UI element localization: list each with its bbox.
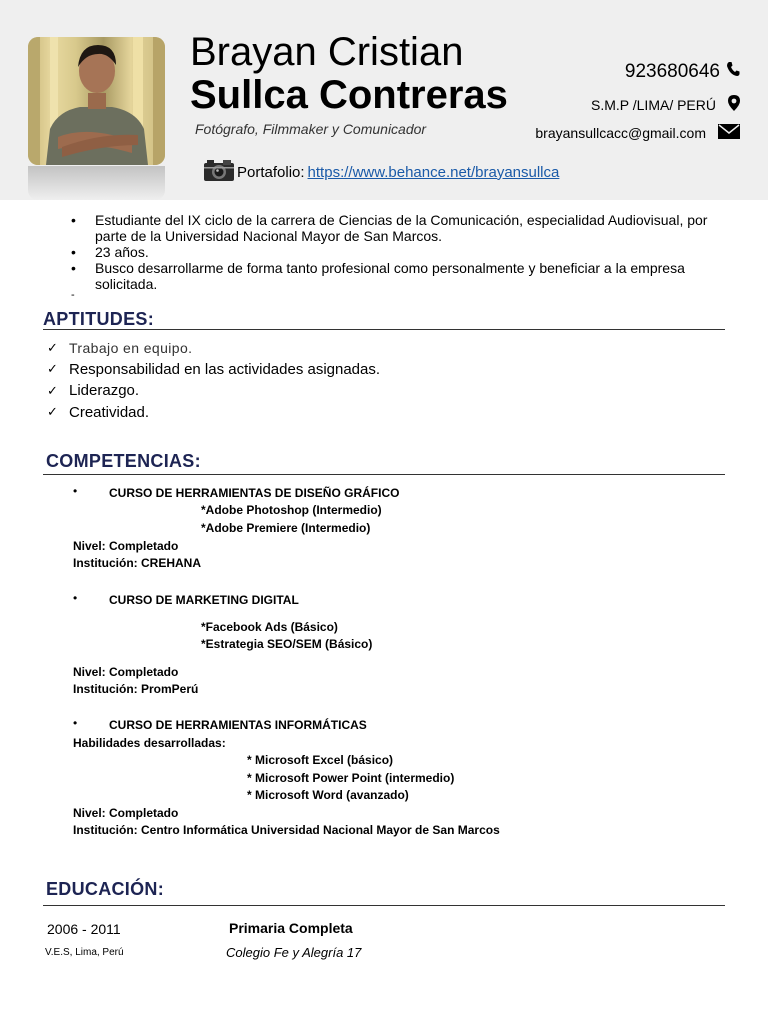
course-detail: *Estrategia SEO/SEM (Básico) [201,637,373,651]
course-level: Nivel: Completado [73,806,179,820]
aptitude-text: Responsabilidad en las actividades asignadas. [69,360,381,378]
profession-subtitle: Fotógrafo, Filmmaker y Comunicador [195,121,427,137]
location-pin-icon [728,95,740,114]
course-title: CURSO DE HERRAMIENTAS DE DISEÑO GRÁFICO [109,486,400,500]
photo-reflection [28,166,165,200]
course-institution: Institución: Centro Informática Universidad Nacional Mayor de San Marcos [73,823,500,837]
aptitude-item [47,402,380,424]
summary-item: • Estudiante del IX ciclo de la carrera de Ciencias de la Comunicación, especialidad Audiovisual, por parte de la Universidad Nacional Mayor de San Marcos. [95,212,725,244]
phone-contact [625,61,740,83]
aptitude-item [47,337,380,359]
education-degree: Primaria Completa [229,920,353,936]
section-divider [43,329,725,330]
summary-item: • Busco desarrollarme de forma tanto profesional como personalmente y beneficiar a la empresa solicitada. [95,260,725,292]
portfolio-label: Portafolio: [237,163,305,181]
envelope-icon [718,124,740,142]
location-text: S.M.P /LIMA/ PERÚ [591,96,716,113]
course-institution: Institución: CREHANA [73,556,201,570]
checkmark-icon: ✓ [47,361,58,377]
section-title-aptitudes: APTITUDES: [43,309,154,329]
header-banner [0,0,768,200]
course-bullet: • [73,591,78,605]
aptitude-text: Liderazgo. [69,382,140,400]
summary-item: • 23 años. [95,244,725,260]
course-detail: *Facebook Ads (Básico) [201,620,338,634]
section-divider [43,905,725,906]
section-divider [43,474,725,475]
email-address[interactable]: brayansullcacc@gmail.com [535,125,706,141]
aptitude-item [47,359,380,381]
profile-photo [28,37,165,165]
portfolio-line [203,158,559,186]
camera-icon [203,158,235,186]
course-detail: * Microsoft Power Point (intermedio) [247,771,455,785]
course-bullet: • [73,716,78,730]
course-detail: * Microsoft Word (avanzado) [247,788,409,802]
aptitude-text: Creatividad. [69,403,150,421]
course-detail: * Microsoft Excel (básico) [247,753,394,767]
education-school: Colegio Fe y Alegría 17 [226,945,362,960]
education-place: V.E.S, Lima, Perú [45,947,124,958]
profile-summary [95,212,725,292]
course-title: CURSO DE MARKETING DIGITAL [109,593,299,607]
course-level: Nivel: Completado [73,665,179,679]
aptitudes-list [47,337,380,423]
aptitude-item [47,380,380,402]
name-first-line: Brayan Cristian [190,30,464,74]
education-years: 2006 - 2011 [47,921,121,937]
phone-number: 923680646 [624,61,720,82]
checkmark-icon: ✓ [47,339,58,355]
phone-icon [726,61,740,83]
name-second-line: Sullca Contreras [190,73,508,117]
location-contact [591,95,740,114]
course-detail: *Adobe Photoshop (Intermedio) [201,503,382,517]
course-bullet: • [73,484,78,498]
course-level: Nivel: Completado [73,539,179,553]
email-contact [535,124,740,142]
course-skills-label: Habilidades desarrolladas: [73,736,226,750]
course-detail: *Adobe Premiere (Intermedio) [201,521,371,535]
course-institution: Institución: PromPerú [73,682,199,696]
aptitude-text: Trabajo en equipo. [69,339,193,356]
section-title-educacion: EDUCACIÓN: [46,879,164,899]
checkmark-icon: ✓ [47,404,58,420]
summary-trailing-dash: - [71,289,75,301]
portfolio-link[interactable]: https://www.behance.net/brayansullca [307,163,560,181]
checkmark-icon: ✓ [47,382,58,398]
course-title: CURSO DE HERRAMIENTAS INFORMÁTICAS [109,718,367,732]
section-title-competencias: COMPETENCIAS: [46,451,201,471]
